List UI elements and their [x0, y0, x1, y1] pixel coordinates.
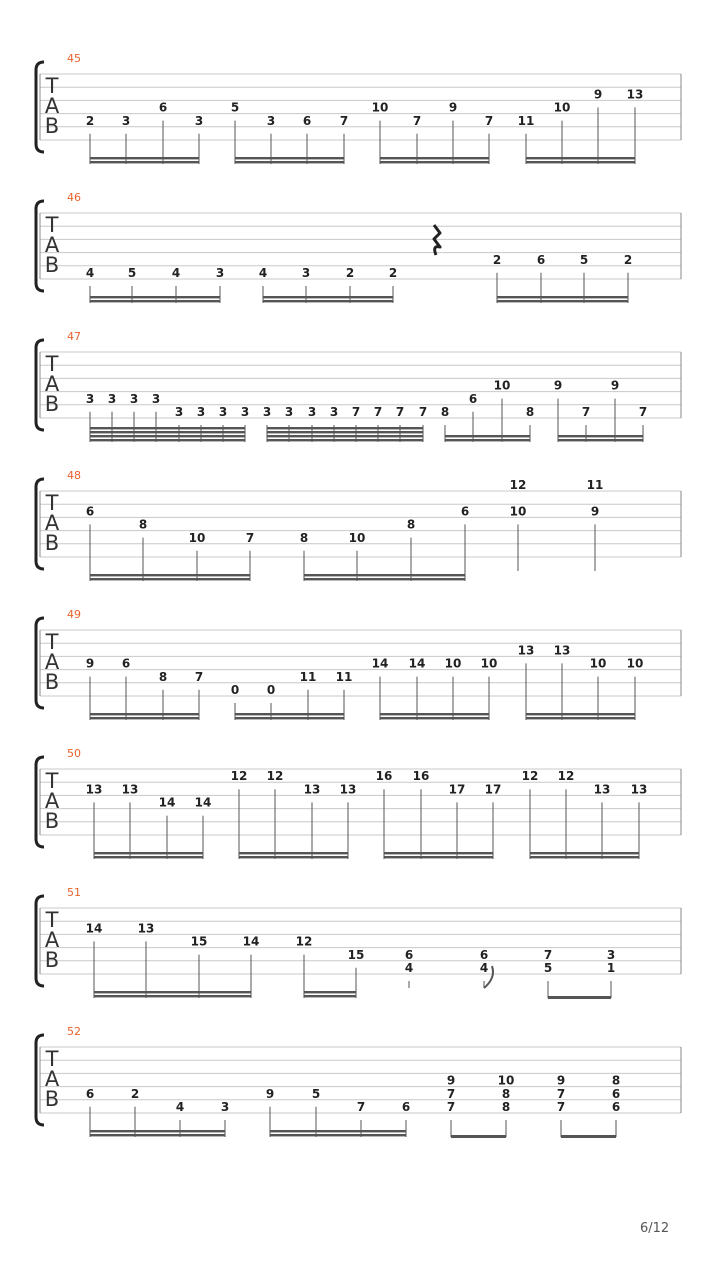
fret-number: 7 — [543, 947, 553, 962]
tab-clef-letter: A — [44, 789, 60, 813]
tab-clef-letter: T — [45, 213, 59, 237]
fret-number: 6 — [404, 947, 414, 962]
fret-number: 13 — [85, 782, 103, 797]
fret-number: 10 — [497, 1073, 515, 1088]
fret-number: 3 — [85, 391, 95, 406]
fret-number: 2 — [130, 1086, 140, 1101]
note-beam — [90, 427, 245, 429]
note-beam — [380, 713, 489, 715]
fret-number: 3 — [174, 405, 184, 419]
tab-system-47 — [36, 330, 681, 442]
fret-number: 11 — [299, 669, 317, 684]
note-beam — [304, 991, 356, 993]
fret-number: 16 — [375, 769, 393, 784]
fret-number: 6 — [401, 1100, 411, 1114]
measure-number: 50 — [67, 747, 81, 760]
note-beam — [497, 300, 628, 302]
fret-number: 0 — [230, 683, 240, 697]
note-beam — [497, 296, 628, 298]
fret-number: 10 — [509, 504, 527, 519]
tab-clef-letter: T — [45, 491, 59, 515]
fret-number: 9 — [593, 87, 603, 102]
page-number: 6/12 — [640, 1221, 670, 1236]
note-beam — [235, 717, 344, 719]
note-beam — [558, 439, 643, 441]
note-beam — [90, 1134, 225, 1136]
fret-number: 3 — [196, 405, 206, 419]
tab-clef-letter: A — [44, 1067, 60, 1091]
fret-number: 16 — [412, 769, 430, 784]
fret-number: 6 — [468, 391, 478, 406]
note-beam — [263, 296, 393, 298]
tab-clef-letter: B — [44, 253, 60, 277]
fret-number: 5 — [230, 100, 240, 115]
fret-number: 12 — [509, 478, 527, 492]
fret-number: 7 — [446, 1100, 456, 1114]
note-beam — [558, 435, 643, 437]
fret-number: 13 — [137, 921, 155, 936]
fret-number: 12 — [266, 769, 284, 784]
tab-system-48 — [36, 469, 681, 581]
tab-system-49 — [36, 608, 681, 720]
note-beam — [90, 578, 250, 580]
fret-number: 13 — [626, 87, 644, 102]
fret-number: 3 — [329, 405, 339, 419]
fret-number: 2 — [623, 252, 633, 267]
note-beam — [380, 161, 489, 163]
note-beam — [526, 713, 635, 715]
tab-clef-letter: A — [44, 233, 60, 257]
tab-clef-letter: T — [45, 74, 59, 98]
fret-number: 3 — [194, 113, 204, 128]
note-beam — [267, 431, 423, 433]
fret-number: 3 — [301, 266, 311, 280]
fret-number: 7 — [356, 1100, 366, 1114]
fret-number: 15 — [347, 947, 365, 962]
tab-clef-letter: A — [44, 928, 60, 952]
fret-number: 13 — [593, 782, 611, 797]
fret-number: 8 — [611, 1073, 621, 1088]
fret-number: 10 — [480, 656, 498, 671]
fret-number: 12 — [295, 934, 313, 949]
note-beam — [267, 435, 423, 437]
fret-number: 6 — [611, 1086, 621, 1101]
tab-clef-letter: B — [44, 114, 60, 138]
fret-number: 7 — [245, 530, 255, 545]
measure-number: 52 — [67, 1025, 81, 1038]
fret-number: 10 — [493, 378, 511, 393]
fret-number: 8 — [138, 517, 148, 532]
fret-number: 6 — [460, 504, 470, 519]
tab-clef-letter: A — [44, 94, 60, 118]
fret-number: 4 — [175, 1100, 185, 1114]
note-beam — [239, 856, 348, 858]
fret-number: 7 — [581, 405, 591, 419]
fret-number: 13 — [303, 782, 321, 797]
fret-number: 0 — [266, 683, 276, 697]
note-beam — [90, 161, 199, 163]
fret-number: 3 — [266, 113, 276, 128]
tab-clef-letter: A — [44, 650, 60, 674]
note-beam — [304, 574, 465, 576]
tab-clef-letter: T — [45, 1047, 59, 1071]
tab-clef-letter: B — [44, 948, 60, 972]
note-beam — [530, 852, 639, 854]
note-beam — [235, 161, 344, 163]
fret-number: 6 — [479, 947, 489, 962]
note-beam — [94, 856, 203, 858]
fret-number: 13 — [553, 643, 571, 658]
fret-number: 14 — [242, 934, 260, 949]
note-beam — [90, 717, 199, 719]
note-beam — [90, 296, 220, 298]
note-beam — [304, 578, 465, 580]
fret-number: 8 — [299, 530, 309, 545]
note-beam — [239, 852, 348, 854]
fret-number: 10 — [626, 656, 644, 671]
tab-clef-letter: B — [44, 392, 60, 416]
fret-number: 9 — [556, 1073, 566, 1088]
fret-number: 6 — [611, 1100, 621, 1114]
note-beam — [263, 300, 393, 302]
fret-number: 6 — [302, 113, 312, 128]
fret-number: 3 — [129, 391, 139, 406]
quarter-rest — [434, 225, 440, 255]
fret-number: 3 — [240, 405, 250, 419]
fret-number: 7 — [446, 1086, 456, 1101]
fret-number: 5 — [127, 266, 137, 280]
note-beam — [90, 713, 199, 715]
tab-clef-letter: B — [44, 1087, 60, 1111]
fret-number: 12 — [521, 769, 539, 784]
fret-number: 17 — [448, 782, 466, 797]
measure-number: 49 — [67, 608, 81, 621]
note-beam — [561, 1135, 616, 1138]
tab-clef-letter: B — [44, 809, 60, 833]
note-beam — [90, 574, 250, 576]
fret-number: 10 — [553, 100, 571, 115]
note-beam — [384, 856, 493, 858]
note-beam — [445, 439, 530, 441]
tab-clef-letter: B — [44, 531, 60, 555]
tab-system-46 — [36, 191, 681, 303]
fret-number: 6 — [85, 504, 95, 519]
note-beam — [530, 856, 639, 858]
note-beam — [94, 995, 251, 997]
fret-number: 14 — [408, 656, 426, 671]
fret-number: 11 — [586, 478, 604, 492]
fret-number: 7 — [395, 405, 405, 419]
measure-number: 47 — [67, 330, 81, 343]
note-beam — [526, 157, 635, 159]
fret-number: 3 — [218, 405, 228, 419]
fret-number: 7 — [556, 1086, 566, 1101]
note-beam — [445, 435, 530, 437]
tab-system-45 — [36, 52, 681, 164]
measure-number: 46 — [67, 191, 81, 204]
note-beam — [380, 157, 489, 159]
fret-number: 8 — [501, 1100, 511, 1114]
fret-number: 9 — [553, 378, 563, 393]
tab-clef-letter: T — [45, 769, 59, 793]
fret-number: 2 — [492, 252, 502, 267]
fret-number: 3 — [307, 405, 317, 419]
note-beam — [90, 435, 245, 437]
fret-number: 5 — [543, 961, 553, 975]
fret-number: 7 — [412, 113, 422, 128]
fret-number: 7 — [373, 405, 383, 419]
fret-number: 17 — [484, 782, 502, 797]
fret-number: 4 — [85, 266, 95, 280]
fret-number: 13 — [630, 782, 648, 797]
fret-number: 2 — [388, 266, 398, 280]
fret-number: 2 — [345, 266, 355, 280]
tab-clef-letter: A — [44, 511, 60, 535]
fret-number: 9 — [265, 1086, 275, 1101]
fret-number: 7 — [484, 113, 494, 128]
note-beam — [270, 1130, 406, 1132]
fret-number: 14 — [371, 656, 389, 671]
note-beam — [267, 427, 423, 429]
fret-number: 8 — [525, 405, 535, 419]
measure-number: 45 — [67, 52, 81, 65]
note-beam — [94, 852, 203, 854]
fret-number: 10 — [589, 656, 607, 671]
fret-number: 8 — [440, 405, 450, 419]
note-beam — [90, 157, 199, 159]
fret-number: 11 — [335, 669, 353, 684]
note-beam — [90, 431, 245, 433]
fret-number: 9 — [590, 504, 600, 519]
fret-number: 7 — [351, 405, 361, 419]
note-beam — [380, 717, 489, 719]
tab-system-50 — [36, 747, 681, 859]
tab-clef-letter: B — [44, 670, 60, 694]
fret-number: 10 — [444, 656, 462, 671]
fret-number: 4 — [258, 266, 268, 280]
fret-number: 4 — [479, 961, 489, 975]
fret-number: 3 — [606, 947, 616, 962]
fret-number: 4 — [404, 961, 414, 975]
fret-number: 7 — [418, 405, 428, 419]
tab-clef-letter: T — [45, 352, 59, 376]
note-beam — [451, 1135, 506, 1138]
fret-number: 13 — [517, 643, 535, 658]
tab-clef-letter: A — [44, 372, 60, 396]
fret-number: 9 — [610, 378, 620, 393]
note-beam — [548, 996, 611, 999]
fret-number: 13 — [121, 782, 139, 797]
fret-number: 9 — [446, 1073, 456, 1088]
fret-number: 1 — [606, 961, 616, 975]
fret-number: 7 — [556, 1100, 566, 1114]
fret-number: 6 — [85, 1086, 95, 1101]
fret-number: 13 — [339, 782, 357, 797]
fret-number: 6 — [536, 252, 546, 267]
note-beam — [526, 161, 635, 163]
note-beam — [304, 995, 356, 997]
fret-number: 14 — [85, 921, 103, 936]
fret-number: 3 — [220, 1100, 230, 1114]
fret-number: 14 — [194, 795, 212, 810]
fret-number: 8 — [406, 517, 416, 532]
measure-number: 51 — [67, 886, 81, 899]
fret-number: 6 — [121, 656, 131, 671]
note-beam — [267, 439, 423, 441]
note-beam — [270, 1134, 406, 1136]
fret-number: 3 — [151, 391, 161, 406]
note-beam — [94, 991, 251, 993]
tab-clef-letter: T — [45, 630, 59, 654]
fret-number: 12 — [557, 769, 575, 784]
fret-number: 4 — [171, 266, 181, 280]
fret-number: 8 — [501, 1086, 511, 1101]
fret-number: 3 — [215, 266, 225, 280]
fret-number: 9 — [85, 656, 95, 671]
note-beam — [90, 1130, 225, 1132]
note-beam — [235, 713, 344, 715]
fret-number: 7 — [638, 405, 648, 419]
tab-system-52 — [36, 1025, 681, 1138]
fret-number: 7 — [339, 113, 349, 128]
fret-number: 10 — [348, 530, 366, 545]
fret-number: 9 — [448, 100, 458, 115]
fret-number: 8 — [158, 669, 168, 684]
tab-clef-letter: T — [45, 908, 59, 932]
fret-number: 2 — [85, 113, 95, 128]
fret-number: 3 — [262, 405, 272, 419]
note-beam — [384, 852, 493, 854]
note-beam — [235, 157, 344, 159]
fret-number: 3 — [121, 113, 131, 128]
measure-number: 48 — [67, 469, 81, 482]
fret-number: 5 — [579, 252, 589, 267]
fret-number: 14 — [158, 795, 176, 810]
fret-number: 3 — [284, 405, 294, 419]
note-beam — [526, 717, 635, 719]
fret-number: 7 — [194, 669, 204, 684]
fret-number: 15 — [190, 934, 208, 949]
note-beam — [90, 300, 220, 302]
fret-number: 3 — [107, 391, 117, 406]
fret-number: 10 — [188, 530, 206, 545]
fret-number: 6 — [158, 100, 168, 115]
tab-system-51 — [36, 886, 681, 999]
note-beam — [90, 439, 245, 441]
fret-number: 12 — [230, 769, 248, 784]
fret-number: 5 — [311, 1086, 321, 1101]
fret-number: 11 — [517, 113, 535, 128]
fret-number: 10 — [371, 100, 389, 115]
